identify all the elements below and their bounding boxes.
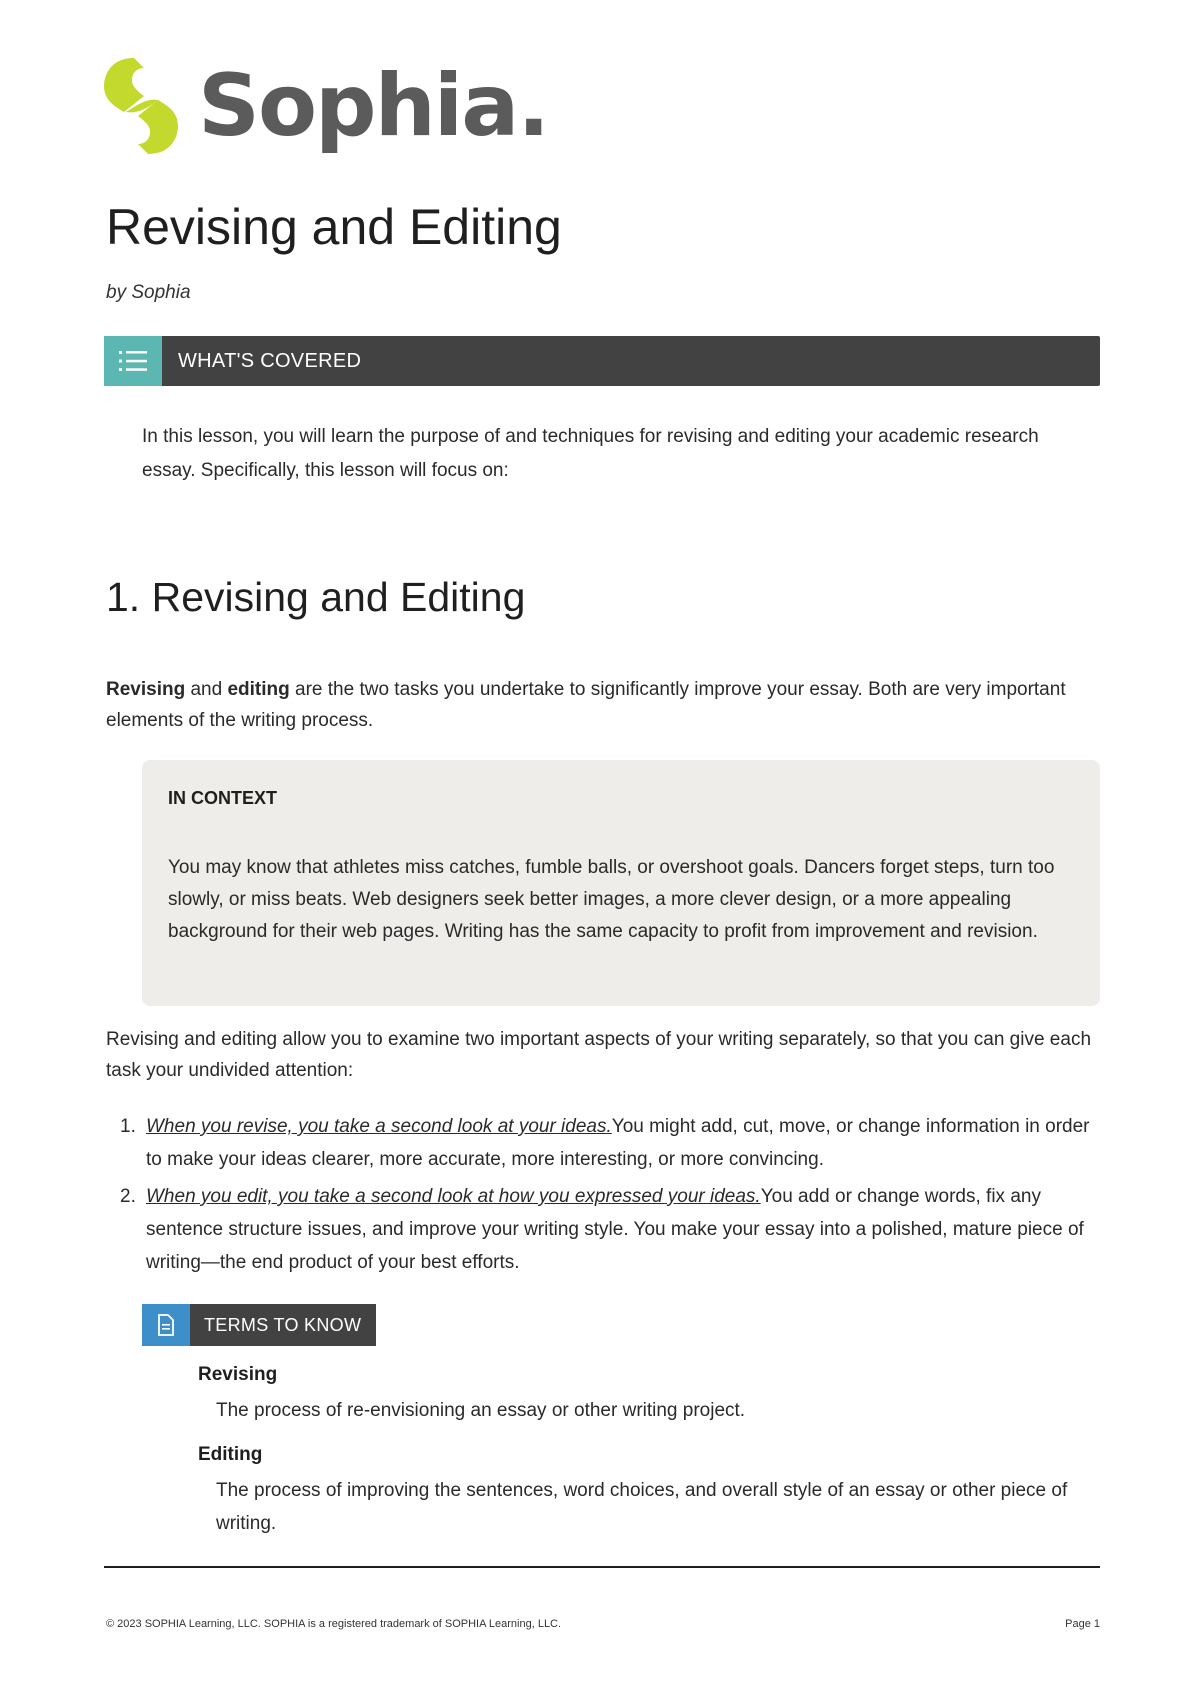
list-item: 1. When you revise, you take a second look at your ideas.You might add, cut, move, or change information in order to make your ideas clearer, more accurate, more interesting, or more convincing.: [120, 1116, 1090, 1170]
whats-covered-header: [104, 336, 1100, 386]
document-icon: [142, 1304, 190, 1346]
whats-covered-label: WHAT'S COVERED: [178, 350, 362, 372]
list-icon: [104, 336, 162, 386]
aspects-paragraph: Revising and editing allow you to examine two important aspects of your writing separately, so that you can give each task your undivided attention:: [106, 1029, 1092, 1081]
sophia-logo: [104, 56, 548, 156]
term-revising: [198, 1364, 1078, 1427]
in-context-title: IN CONTEXT: [168, 788, 278, 808]
section-title: 1. Revising and Editing: [106, 574, 526, 620]
terms-to-know-header: [142, 1304, 376, 1346]
term-definition: The process of re-envisioning an essay or other writing project.: [216, 1400, 746, 1421]
term-name: Revising: [198, 1364, 278, 1385]
term-editing: [198, 1444, 1078, 1540]
in-context-body: You may know that athletes miss catches, fumble balls, or overshoot goals. Dancers forget steps, turn too slowly, or miss beats. Web designers seek better images, a more clever design, or a more appealing background for their web pages. Writing has the same capacity to profit from improvement and revision.: [168, 857, 1055, 942]
term-definition: The process of improving the sentences, word choices, and overall style of an essay or other piece of writing.: [216, 1480, 1068, 1534]
revise-edit-list: [106, 1110, 1096, 1283]
footer-divider: [104, 1566, 1100, 1568]
list-item: 2. When you edit, you take a second look at how you expressed your ideas.You add or change words, fix any sentence structure issues, and improve your writing style. You make your essay into a polished, mature piece of writing—the end product of your best efforts.: [120, 1186, 1084, 1273]
whats-covered-text: In this lesson, you will learn the purpose of and techniques for revising and editing your academic research essay. Specifically, this lesson will focus on:: [142, 426, 1039, 481]
sophia-wordmark: Sophia.: [198, 56, 548, 156]
byline: by Sophia: [106, 282, 191, 303]
intro-paragraph: Revising and editing are the two tasks you undertake to significantly improve your essay. Both are very important elements of the writing process.: [106, 679, 1066, 731]
footer-copyright: © 2023 SOPHIA Learning, LLC. SOPHIA is a registered trademark of SOPHIA Learning, LLC.: [106, 1618, 562, 1630]
sophia-logo-mark: [104, 56, 178, 156]
term-name: Editing: [198, 1444, 263, 1465]
page-title: Revising and Editing: [106, 199, 562, 255]
page-number: Page 1: [1065, 1618, 1100, 1630]
terms-to-know-label: TERMS TO KNOW: [204, 1315, 362, 1335]
in-context-box: [142, 760, 1100, 1006]
